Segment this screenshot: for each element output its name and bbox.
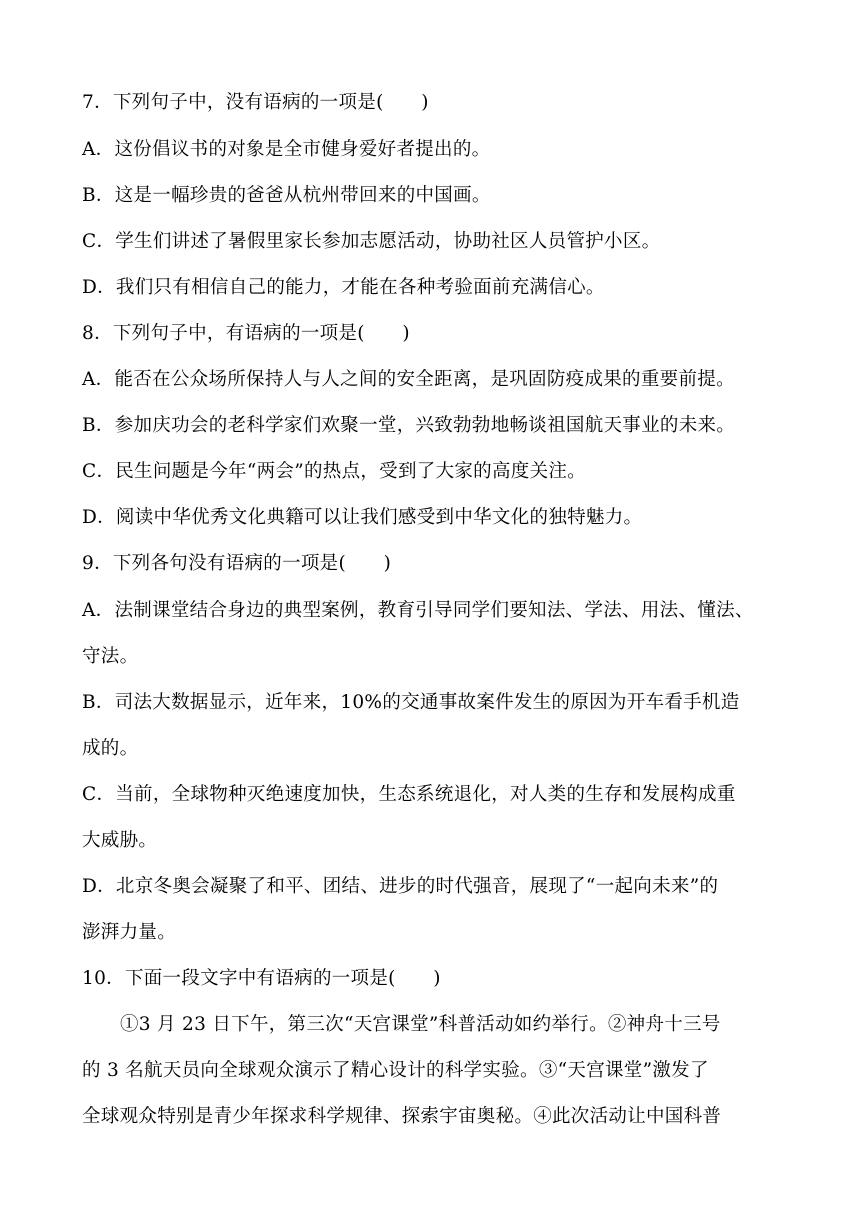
question-9-stem: 9．下列各句没有语病的一项是( ) [82,553,392,574]
question-8-option-a: A．能否在公众场所保持人与人之间的安全距离，是巩固防疫成果的重要前提。 [82,369,735,390]
question-7-option-d: D．我们只有相信自己的能力，才能在各种考验面前充满信心。 [82,277,605,298]
question-9-option-b-line-1: B．司法大数据显示，近年来，10%的交通事故案件发生的原因为开车看手机造 [82,692,740,713]
question-10-stem: 10．下面一段文字中有语病的一项是( ) [82,968,441,989]
question-9-option-a-line-1: A．法制课堂结合身边的典型案例，教育引导同学们要知法、学法、用法、懂法、 [82,600,754,621]
question-9-option-c-line-2: 大威胁。 [82,830,158,851]
question-8-option-c: C．民生问题是今年“两会”的热点，受到了大家的高度关注。 [82,461,586,482]
question-7-option-a: A．这份倡议书的对象是全市健身爱好者提出的。 [82,139,491,160]
question-10-passage-line-1: ①3 月 23 日下午，第三次“天宫课堂”科普活动如约举行。②神舟十三号 [120,1014,721,1035]
question-10-passage-line-2: 的 3 名航天员向全球观众演示了精心设计的科学实验。③“天宫课堂”激发了 [82,1060,709,1081]
question-7-option-b: B．这是一幅珍贵的爸爸从杭州带回来的中国画。 [82,185,491,206]
question-10-passage-line-3: 全球观众特别是青少年探求科学规律、探索宇宙奥秘。④此次活动让中国科普 [82,1106,722,1127]
question-8-option-b: B．参加庆功会的老科学家们欢聚一堂，兴致勃勃地畅谈祖国航天事业的未来。 [82,415,736,436]
question-8-option-d: D．阅读中华优秀文化典籍可以让我们感受到中华文化的独特魅力。 [82,507,643,528]
question-9-option-d-line-2: 澎湃力量。 [82,922,177,943]
question-9-option-b-line-2: 成的。 [82,738,139,759]
question-7-option-c: C．学生们讲述了暑假里家长参加志愿活动，协助社区人员管护小区。 [82,231,661,252]
question-8-stem: 8．下列句子中，有语病的一项是( ) [82,323,410,344]
question-9-option-c-line-1: C．当前，全球物种灭绝速度加快，生态系统退化，对人类的生存和发展构成重 [82,784,736,805]
question-9-option-d-line-1: D．北京冬奥会凝聚了和平、团结、进步的时代强音，展现了“一起向未来”的 [82,876,719,897]
question-7-stem: 7．下列句子中，没有语病的一项是( ) [82,92,429,113]
question-9-option-a-line-2: 守法。 [82,646,139,667]
